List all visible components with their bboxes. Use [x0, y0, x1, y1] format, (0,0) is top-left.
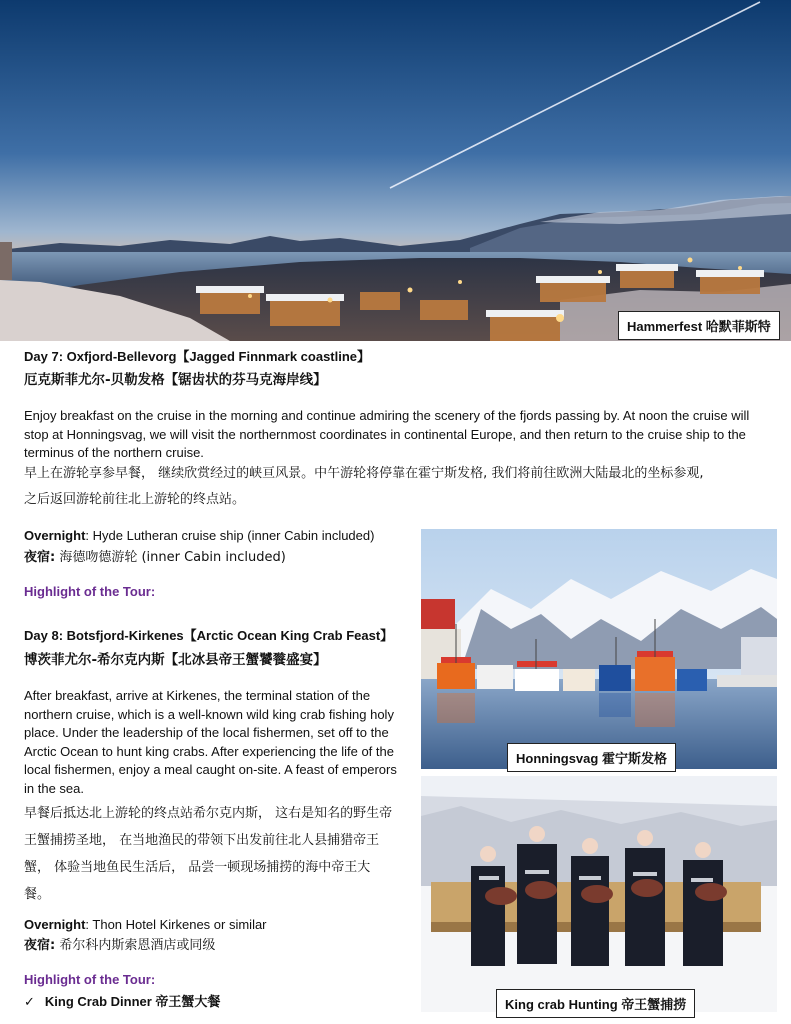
- day7-description-zh-line1: 早上在游轮享参早餐， 继续欣赏经过的峡亘风景。中午游轮将停靠在霍宁斯发格, 我们将前往欧洲大陆最北的坐标参观,: [24, 466, 704, 481]
- overnight-label-zh: 夜宿:: [24, 938, 56, 953]
- day8-description-en: After breakfast, arrive at Kirkenes, the terminal station of the northern cruise, which is a well-known wild king crab fishing holy place. Under the leadership of the local fishermen, set off to the Arctic Ocean to hunt king crabs. After experiencing the life of the local fishermen, enjoy a meal caught on-site. A feast of emperors in the sea.: [24, 688, 397, 796]
- day7-title-en: Day 7: Oxfjord-Bellevorg【Jagged Finnmark coastline】: [24, 349, 371, 364]
- photo-honningsvag-harbor: [421, 529, 777, 769]
- overnight-label: Overnight: [24, 528, 86, 543]
- day8-highlight-item: [24, 993, 220, 1012]
- day8-title-zh: 博茨菲尤尔-希尔克内斯【北冰县帝王蟹饕餮盛宴】: [24, 652, 327, 668]
- checkmark-icon: ✓: [24, 994, 35, 1009]
- overnight-value-zh: 海德吻德游轮 (inner Cabin included): [55, 550, 286, 565]
- day8-description-zh: 早餐后抵达北上游轮的终点站希尔克内斯， 这右是知名的野生帝王蟹捕捞圣地， 在当地渔民的带领下出发前往北人县捕猎帝王蟹， 体验当地鱼民生活后， 品尝一顿现场捕捞的海中帝王大餐。: [24, 806, 393, 902]
- day7-description-zh-line2: 之后返回游轮前往北上游轮的终点站。: [24, 492, 246, 507]
- highlight-item-label: King Crab Dinner 帝王蟹大餐: [44, 994, 221, 1009]
- overnight-value: : Thon Hotel Kirkenes or similar: [85, 917, 267, 932]
- hero-caption: Hammerfest 哈默菲斯特: [618, 311, 780, 340]
- day7-title-zh: 厄克斯菲尤尔-贝勒发格【锯齿状的芬马克海岸线】: [24, 372, 327, 388]
- day8-overnight-zh: [24, 937, 215, 956]
- day7-description-en: Enjoy breakfast on the cruise in the morning and continue admiring the scenery of the fjords passing by. At noon the cruise will stop at Honningsvag, we will visit the northernmost coordinates in continental Europe, and then return to the cruise ship to the terminus of the northern cruise.: [24, 408, 750, 460]
- day8-title-en: Day 8: Botsfjord-Kirkenes【Arctic Ocean King Crab Feast】: [24, 628, 394, 643]
- overnight-label: Overnight: [24, 917, 86, 932]
- day7-overnight-en: [24, 527, 374, 546]
- day7-overnight-zh: [24, 549, 286, 568]
- overnight-value: : Hyde Lutheran cruise ship (inner Cabin included): [85, 528, 375, 543]
- hero-photo-hammerfest: [0, 0, 791, 341]
- photo-king-crab-hunting: [421, 776, 777, 1012]
- day7-highlight-heading: Highlight of the Tour:: [24, 584, 156, 599]
- overnight-value-zh: 希尔科内斯索恩酒店或同级: [55, 938, 216, 953]
- crab-caption: King crab Hunting 帝王蟹捕捞: [496, 989, 695, 1018]
- day8-highlight-heading: Highlight of the Tour:: [24, 972, 156, 987]
- day8-overnight-en: [24, 916, 267, 935]
- harbor-caption: Honningsvag 霍宁斯发格: [507, 743, 676, 772]
- overnight-label-zh: 夜宿:: [24, 550, 56, 565]
